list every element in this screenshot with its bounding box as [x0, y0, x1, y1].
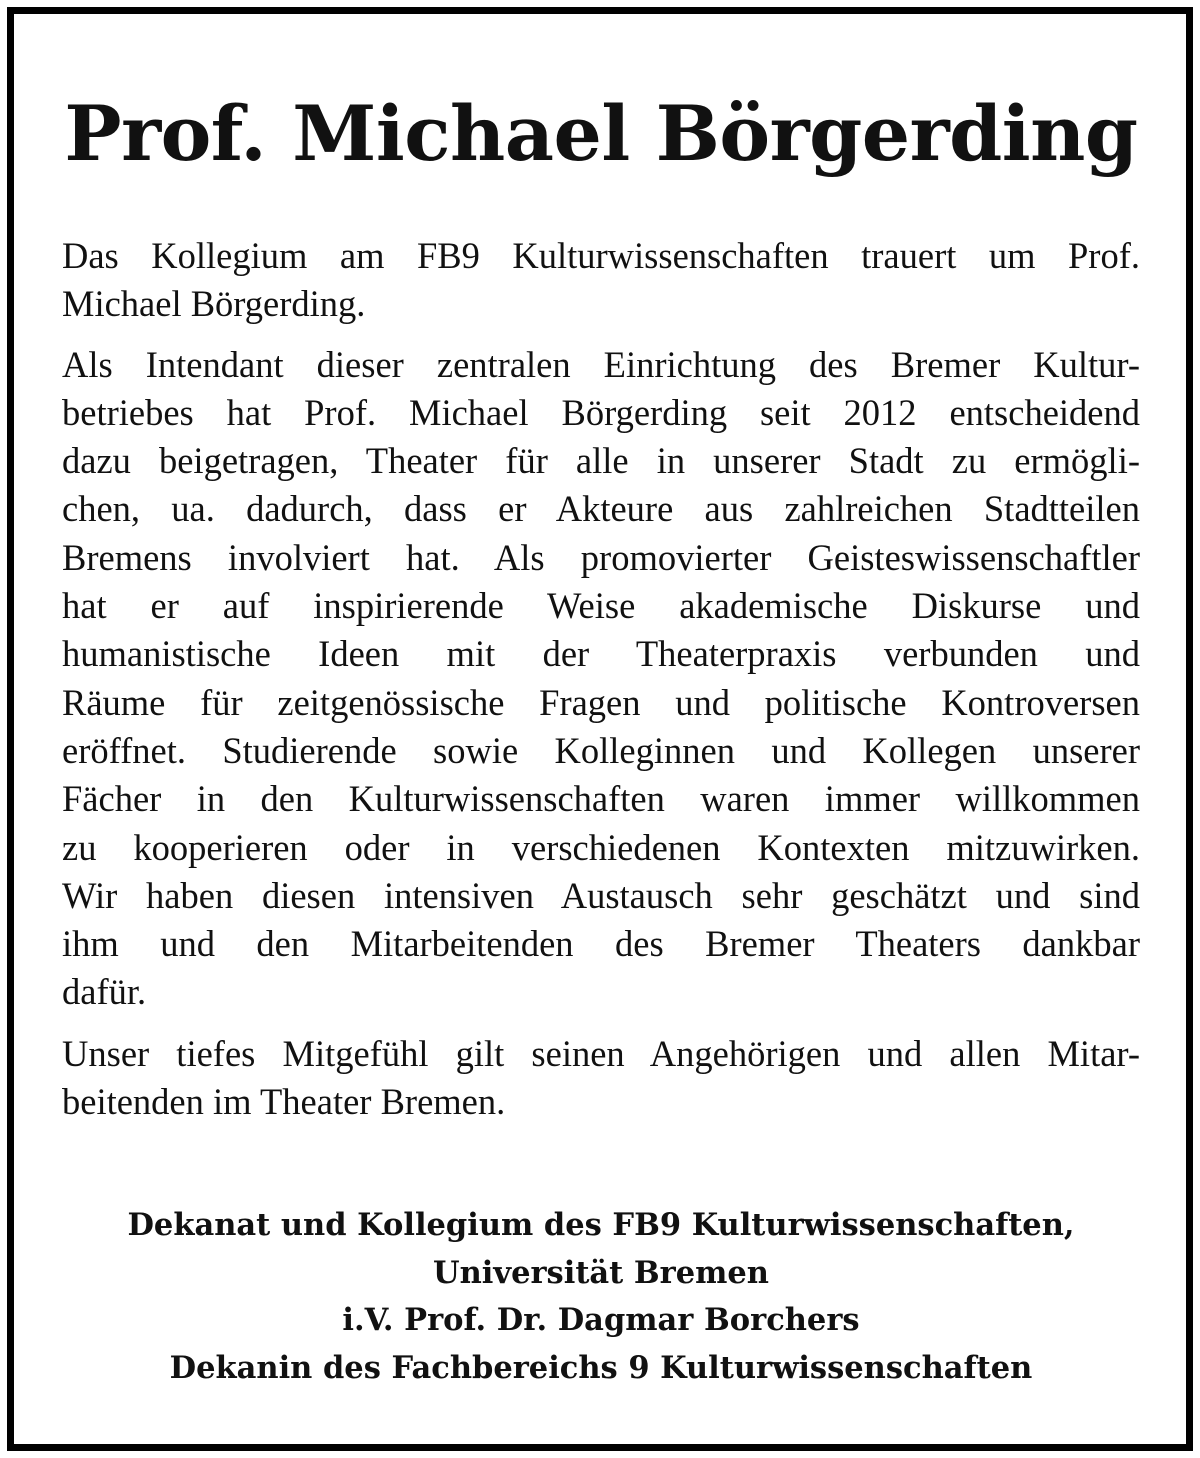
text-line: Michael Börgerding.: [62, 283, 366, 325]
text-line: Als Intendant dieser zentralen Einrichtung des Bremer Kultur-: [62, 343, 1140, 385]
text-line: Unser tiefes Mitgefühl gilt seinen Angehörigen und allen Mitar-: [62, 1032, 1140, 1074]
text-line: dazu beigetragen, Theater für alle in unserer Stadt zu ermögli-: [62, 440, 1140, 482]
signature-line-signatory: i.V. Prof. Dr. Dagmar Borchers: [342, 1302, 860, 1339]
paragraph-condolence-intro: [62, 232, 1140, 329]
signature-line-institution: Dekanat und Kollegium des FB9 Kulturwissenschaften,: [127, 1207, 1075, 1244]
text-line: chen, ua. dadurch, dass er Akteure aus zahlreichen Stadtteilen: [62, 488, 1140, 530]
text-line: Fächer in den Kulturwissenschaften waren immer willkommen: [62, 778, 1140, 820]
text-line: Wir haben diesen intensiven Austausch sehr geschätzt und sind: [62, 874, 1140, 916]
obituary-title: Prof. Michael Börgerding: [64, 89, 1138, 178]
text-line: ihm und den Mitarbeitenden des Bremer Theaters dankbar: [62, 923, 1140, 965]
text-line: dafür.: [62, 971, 147, 1013]
text-line: Bremens involviert hat. Als promovierter Geisteswissenschaftler: [62, 536, 1140, 578]
text-line: humanistische Ideen mit der Theaterpraxis verbunden und: [62, 633, 1140, 675]
text-line: eröffnet. Studierende sowie Kolleginnen und Kollegen unserer: [62, 729, 1140, 771]
text-line: zu kooperieren oder in verschiedenen Kontexten mitzuwirken.: [62, 826, 1140, 868]
text-line: beitenden im Theater Bremen.: [62, 1081, 506, 1123]
signature-block: [62, 1202, 1140, 1392]
obituary-content: [62, 14, 1140, 1392]
text-line: Das Kollegium am FB9 Kulturwissenschaften trauert um Prof.: [62, 235, 1140, 276]
text-line: hat er auf inspirierende Weise akademische Diskurse und: [62, 585, 1140, 627]
paragraph-tribute: [62, 341, 1140, 1017]
paragraph-sympathy: [62, 1030, 1140, 1127]
obituary-frame: [7, 7, 1193, 1451]
text-line: betriebes hat Prof. Michael Börgerding seit 2012 entscheidend: [62, 391, 1140, 433]
signature-line-role: Dekanin des Fachbereichs 9 Kulturwissenschaften: [169, 1349, 1033, 1386]
signature-line-university: Universität Bremen: [433, 1254, 769, 1291]
text-line: Räume für zeitgenössische Fragen und politische Kontroversen: [62, 681, 1140, 723]
